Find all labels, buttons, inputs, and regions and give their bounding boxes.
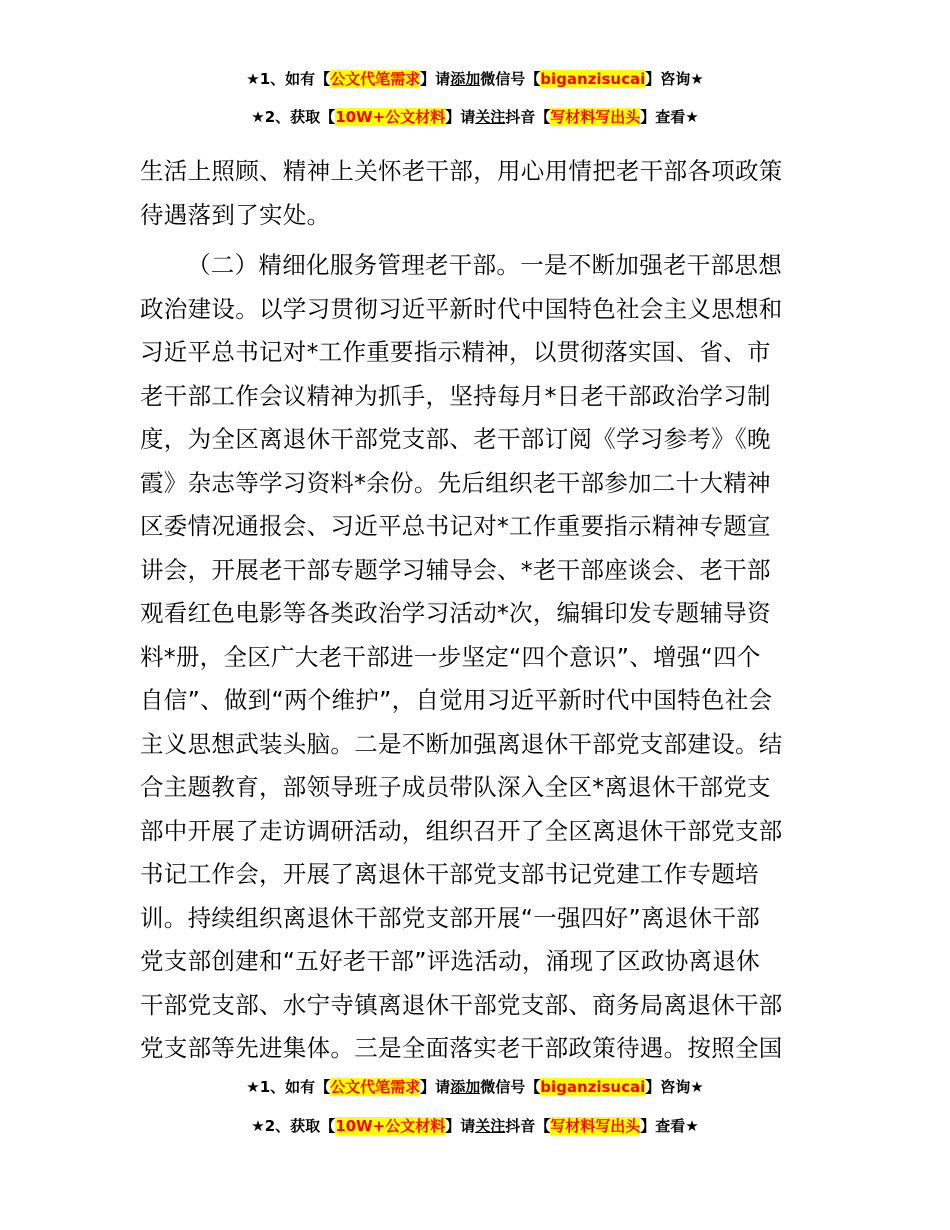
banner-prefix: ★1、如有【 — [246, 1078, 331, 1096]
text-line: 主义思想武装头脑。二是不断加强离退休干部党支部建设。结 — [140, 729, 783, 758]
banner-prefix: ★2、获取【 — [251, 108, 336, 126]
banner-text: 】请 — [420, 70, 451, 88]
banner-text: 抖音【 — [505, 108, 551, 126]
text-line: 训。持续组织离退休干部党支部开展“一强四好”离退休干部 — [140, 903, 760, 932]
paragraph-continued — [140, 150, 812, 237]
text-line: 政治建设。以学习贯彻习近平新时代中国特色社会主义思想和 — [140, 294, 783, 323]
banner-text: 】请 — [420, 1078, 451, 1096]
footer-banner-materials — [0, 1115, 950, 1137]
text-line: 度，为全区离退休干部党支部、老干部订阅《学习参考》《晚 — [140, 425, 771, 453]
banner-highlight-service: 公文代笔需求 — [330, 1078, 421, 1096]
banner-suffix: 】咨询★ — [645, 1078, 704, 1096]
text-line: 合主题教育，部领导班子成员带队深入全区*离退休干部党支 — [140, 773, 771, 801]
banner-underline-text: 添加 — [450, 1078, 481, 1096]
text-line: 观看红色电影等各类政治学习活动*次，编辑印发专题辅导资 — [140, 599, 771, 627]
text-line: 老干部工作会议精神为抓手，坚持每月*日老干部政治学习制 — [140, 381, 771, 410]
banner-suffix: 】查看★ — [640, 1117, 699, 1135]
banner-suffix: 】查看★ — [640, 108, 699, 126]
banner-prefix: ★1、如有【 — [246, 70, 331, 88]
text-line: 料*册，全区广大老干部进一步坚定“四个意识”、增强“四个 — [140, 642, 761, 671]
banner-text: 微信号【 — [480, 1078, 541, 1096]
paragraph-section-two — [140, 244, 812, 1071]
text-line: 生活上照顾、精神上关怀老干部，用心用情把老干部各项政策 — [140, 157, 783, 185]
banner-underline-text: 关注 — [475, 108, 506, 126]
banner-highlight-materials: 10W+公文材料 — [335, 108, 446, 126]
text-line: 自信”、做到“两个维护”，自觉用习近平新时代中国特色社会 — [140, 686, 773, 714]
header-banner-materials — [0, 106, 950, 128]
banner-text: 】请 — [445, 1117, 476, 1135]
banner-highlight-wechat-id: biganzisucai — [540, 1078, 646, 1096]
document-body — [140, 150, 812, 1078]
text-line: 习近平总书记对*工作重要指示精神，以贯彻落实国、省、市 — [140, 338, 771, 366]
text-line: 党支部创建和“五好老干部”评选活动，涌现了区政协离退休 — [140, 947, 760, 975]
banner-underline-text: 添加 — [450, 70, 481, 88]
banner-prefix: ★2、获取【 — [251, 1117, 336, 1135]
banner-highlight-douyin-id: 写材料写出头 — [550, 108, 641, 126]
banner-text: 抖音【 — [505, 1117, 551, 1135]
text-line: 党支部等先进集体。三是全面落实老干部政策待遇。按照全国 — [140, 1034, 783, 1062]
banner-underline-text: 关注 — [475, 1117, 506, 1135]
text-line: 霞》杂志等学习资料*余份。先后组织老干部参加二十大精神 — [140, 468, 771, 497]
header-banner-consult — [0, 68, 950, 90]
text-line: 书记工作会，开展了离退休干部党支部书记党建工作专题培 — [140, 860, 759, 888]
banner-text: 】请 — [445, 108, 476, 126]
text-line: 部中开展了走访调研活动，组织召开了全区离退休干部党支部 — [140, 816, 783, 845]
banner-text: 微信号【 — [480, 70, 541, 88]
banner-suffix: 】咨询★ — [645, 70, 704, 88]
text-line: 待遇落到了实处。 — [140, 200, 331, 229]
text-line: （二）精细化服务管理老干部。一是不断加强老干部思想 — [187, 251, 782, 279]
text-line: 干部党支部、水宁寺镇离退休干部党支部、商务局离退休干部 — [140, 990, 783, 1019]
footer-banner-consult — [0, 1076, 950, 1098]
banner-highlight-materials: 10W+公文材料 — [335, 1117, 446, 1135]
banner-highlight-wechat-id: biganzisucai — [540, 70, 646, 88]
banner-highlight-douyin-id: 写材料写出头 — [550, 1117, 641, 1135]
text-line: 区委情况通报会、习近平总书记对*工作重要指示精神专题宣 — [140, 512, 771, 540]
text-line: 讲会，开展老干部专题学习辅导会、*老干部座谈会、老干部 — [140, 555, 771, 584]
banner-highlight-service: 公文代笔需求 — [330, 70, 421, 88]
